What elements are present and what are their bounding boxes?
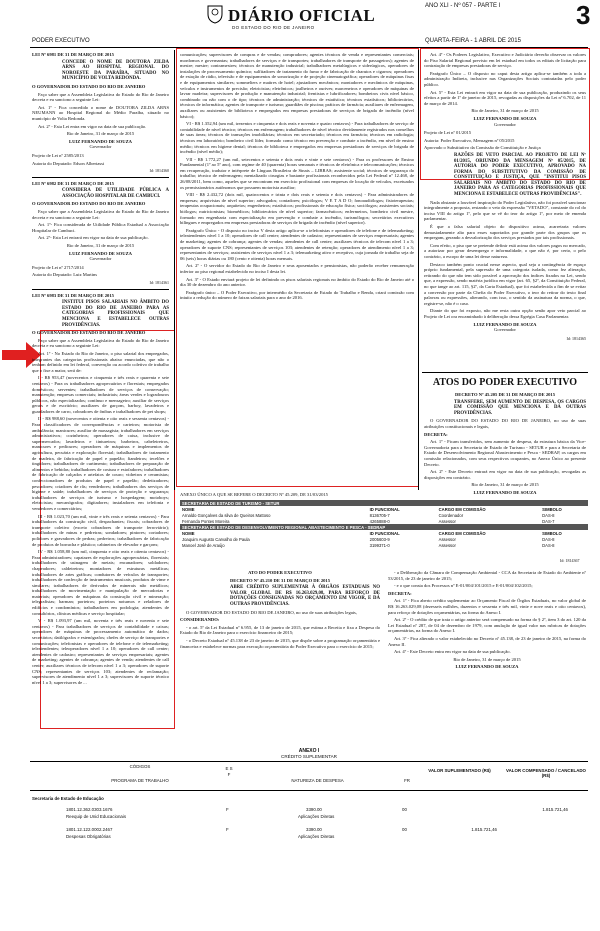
place-date: Rio de Janeiro, 31 de março de 2015 xyxy=(471,482,539,488)
decree-article: Art. 2º - O crédito de que trata o artigo anterior será compensado na forma do § 2º, item 3 do art. 120 da Lei Estadual nº 287, de 04 de dezembro de 1979, com anulação de igual valor nas rubricas de dotações orçamentárias, na forma do Anexo I. xyxy=(388,617,586,634)
decree-consideration: - o art. 5º da Lei Estadual nº 6.955, de 13 de janeiro de 2015, que estima a Receita e fixa a Despesa do Estado do Rio de Janeiro para o exercício financeiro de 2015; xyxy=(180,624,380,636)
cell: Aplicações Diretas xyxy=(298,814,335,819)
col-header: CÓDIGOS xyxy=(129,764,151,769)
signer-role: Governador xyxy=(494,121,516,127)
decree-consideration: - o Decreto Estadual nº 45.138 de 23 de janeiro de 2015, que dispõe sobre a programação orçamentária e financeira e estabelece normas para execução orçamentária do Poder Executivo para o exercício de 2015; xyxy=(180,637,380,649)
law-title: CONCEDE O NOME DE DOUTORA ZILDA ARNS AO HOSPITAL REGIONAL DO NOROESTE DA PARAÍBA, SITUADO NO MUNICÍPIO DE VOLTA REDONDA. xyxy=(62,59,169,82)
governor-line: O GOVERNADOR DO ESTADO DO RIO DE JANEIRO xyxy=(32,330,146,336)
law-title: INSTITUI PISOS SALARIAIS NO ÂMBITO DO ESTADO DO RIO DE JANEIRO PARA AS CATEGORIAS PROFISSIONAIS QUE MENCIONA E ESTABELECE OUTRAS PROVIDÊNCIAS. xyxy=(62,300,169,328)
veto-text: Com efeito, o piso que se pretende definir está acima dos valores pagos no mercado, a autorizar por gerar desemprego e informalidade, o que não é, por certo, o pelo contrário, a escopo de uma lei desse natureza. xyxy=(424,242,586,259)
decree-article: Art. 2º - Este Decreto entrará em vigor na data de sua publicação, revogadas as disposições em contrário. xyxy=(424,469,586,480)
col-header: NOME xyxy=(182,530,195,536)
cell: 1801.12.362.0303.1676 xyxy=(66,807,113,812)
governor-line: O GOVERNADOR DO ESTADO DO RIO DE JANEIRO xyxy=(32,201,146,207)
signer-name: LUIZ FERNANDO DE SOUZA xyxy=(473,321,537,327)
column-2 xyxy=(180,52,414,303)
issue-date: QUARTA-FEIRA - 1 ABRIL DE 2015 xyxy=(425,38,521,44)
cell: Coordenador xyxy=(438,512,464,518)
place-date: Rio de Janeiro, 31 de março de 2015 xyxy=(66,243,135,249)
decree-article: Art. 4º - Este Decreto entra em vigor na data de sua publicação. xyxy=(394,649,511,655)
decree-decreta: DECRETA: xyxy=(388,590,412,596)
section-label: PODER EXECUTIVO xyxy=(32,38,90,44)
cell: 00 xyxy=(402,827,407,832)
governor-line: O GOVERNADOR DO ESTADO DO RIO DE JANEIRO xyxy=(32,83,146,89)
cell: Despesas Obrigatórias xyxy=(66,834,111,839)
col-header: ID FUNCIONAL xyxy=(369,506,400,512)
doc-id: Id: 1814365 xyxy=(566,335,586,341)
cell: Aplicações Diretas xyxy=(298,834,335,839)
annex-i-orgao: Secretaria de Estado de Educação xyxy=(32,796,104,801)
cell: Reequip de Unid Educacionais xyxy=(66,814,127,819)
law-article: Parágrafo Único – O disposto no caput desta artigo aplica-se também a toda a administração Indireta, inclusive nas Organizações Sociais contratadas pelo poder público. xyxy=(424,70,586,87)
place-date: Rio de Janeiro, 31 de março de 2015 xyxy=(453,656,521,662)
cell: F xyxy=(226,827,229,832)
bill-number: Projeto de Lei nº 2717/2014 xyxy=(32,264,84,270)
law-article: Art. 1º - Fica concedido o nome de DOUTORA ZILDA ARNS NEUMANN ao Hospital Regional do Médio Paraíba, situado no município de Volta Redonda. xyxy=(32,104,169,121)
table-row xyxy=(30,807,588,827)
signer-name: LUIZ FERNANDO DE SOUZA xyxy=(473,115,537,121)
decree-article: Art. 1º - Fica aberto crédito suplementar ao Orçamento Fiscal de Órgãos Estaduais, no valor global de R$ 16.263.029,08 (dezesseis milhões, duzentos e sessenta e três mil, vinte e nove reais e oito centavos), para reforço de dotações orçamentárias, na forma do Anexo I. xyxy=(388,598,586,615)
cell: Arnaldo Gonçalves da silva de Queiros Mattoso xyxy=(182,512,271,518)
decree-article: Art. 1º - Ficam transferidos, sem aumento de despesa, da estrutura básica da Vice-Governadoria para a Secretaria de Estado de Turismo - SETUR e para a Secretaria de Estado de Desenvolvimento Regional Abastecimento e Pesca - SEDRAP, os cargos em comissão relacionados, com seus respectivos ocupantes, no Anexo Único ao presente Decreto. xyxy=(424,439,586,467)
signer-name: LUIZ FERNANDO DE SOUZA xyxy=(69,250,132,256)
cell: Joaquim Augusto Carvalho de Paula xyxy=(182,536,250,542)
law-heading: LEI Nº 6983 DE 31 DE MARÇO DE 2015 xyxy=(32,292,114,298)
law-article: VII - R$ 1.772,27 (um mil, setecentos e setenta e dois reais e vinte e sete centavos) - Para os professores de Ensino Fundamental (1º ao 5º ano), com regime de 40 (quarenta) horas semanais e técnicos de eletrônica e telecomunicações; técnicos em recuperação, tradutor e intérprete de Línguas Brasileira de Sinais – LIBRAS; assistente social; técnicos de segurança do trabalho; técnico de enfermagem; mentalizado cirurgias e bastante profissionais reconhecidos pela Lei Federal nº 12.468, de 26/08/2011, bem como, aqueles que se encontram em exercício profissional com empresas de locação de veículos, excetuados os permissionários autônomos que possuem motorista auxiliar; xyxy=(180,156,414,190)
law-article: Art. 2º - Esta Lei entra em vigor na data de sua publicação. xyxy=(38,123,147,129)
law-article: Art. 4º - Os Poderes Legislativo, Executivo e Judiciário deverão observar os valores do Piso Salarial Regional previsto em lei estadual em todos os editais de licitação para contratação de empresas prestadoras de serviço. xyxy=(424,52,586,69)
law-article: II - R$ 988,60 (novecentos e oitenta e oito reais e sessenta centavos) - Para classificadores de correspondências e carteiros; motorista de ambulância; manicures; auxiliar de massagista; trabalhadores em serviços administrativos; cozinheiros; operadores de caixa, inclusive de supermercados; lavadeiros e tintureiros; barbeiros, cabeleireiros, manicures e pedicures; operadores de máquinas e implementos de agricultura, pecuária e exploração florestal; trabalhadores de tratamento de madeira, de fabricação de papel e papelão; fiandeiros; tecelões e tingidores; trabalhadores de curtimento; trabalhadores de preparação de alimentos e bebidas; trabalhadores de costura e estofadores; trabalhadores de fabricação de calçados e artefatos de couro; vidreiros e ceramistas; confeccionadores de produtos de papel e papelão; dedetizadores; pescadores; criadores de rãs; vendedores; trabalhadores dos serviços de higiene e saúde; trabalhadores de serviços de proteção e segurança; trabalhadores de serviços de turismo e hospedagem; motoboys; eletricistas; mecanógrafos; digitadores; instaladores em telefonia e vendedores e comerciários; xyxy=(32,416,169,511)
law-title: CONSIDERA DE UTILIDADE PÚBLICA A ASSOCIAÇÃO HOSPITALAR DE CAMBUCI. xyxy=(62,188,169,199)
decree-section-heading: ATO DO PODER EXECUTIVO xyxy=(248,570,312,575)
edition-info: ANO XLI - Nº 057 - PARTE I xyxy=(425,3,501,9)
law-preamble: Faço saber que a Assembleia Legislativa do Estado do Rio de Janeiro decreta e eu sanciono a seguinte Lei: xyxy=(32,337,169,349)
decree-45210-left xyxy=(180,570,380,651)
law-article: VIII - R$ 2.432,72 (dois mil, quatrocentos e trinta e dois reais e setenta e dois centavos) - Para administradores de empresas; arquivistas de nível superior; advogados; contadores; psicólogos; V E T A D O; fonoaudiólogos; fisioterapeutas; terapeutas ocupacionais; arquitetos; engenheiros; estatísticos; profissionais de educação física; sociólogos; assistentes sociais; biólogos; nutricionistas; biomédicos; bibliotecários de nível superior; farmacêuticos; enfermeiros, bombeiro civil mestre, formado em engenharia com especialização em prevenção e combate a incêndio, turismólogos; secretários executivos bilíngues e empregados em empresas prestadoras de serviços de brigada de incêndio (nível superior). xyxy=(180,192,414,226)
cell: 3390.00 xyxy=(306,807,322,812)
decree-title: TRANSFERE, SEM AUMENTO DE DESPESA, OS CARGOS EM COMISSÃO QUE MENCIONA E DÁ OUTRAS PROVIDÊNCIAS. xyxy=(454,399,586,416)
cell: F xyxy=(226,807,229,812)
cell: 1801.12.122.0002.2467 xyxy=(66,827,113,832)
decree-consideration: - a Deliberação da Câmara de Compensação Ambiental - CCA da Secretaria de Estado do Ambiente nº 53/2015, de 23 de janeiro de 2015; xyxy=(388,570,586,581)
cell: Fernanda Pontes Moreira xyxy=(182,518,230,524)
newspaper-title: DIÁRIO OFICIAL xyxy=(228,6,376,25)
law-heading: LEI Nº 6981 DE 31 DE MARÇO DE 2015 xyxy=(32,52,114,57)
decree-considerando: CONSIDERANDO: xyxy=(180,617,220,623)
page-number: 3 xyxy=(576,0,591,30)
col-header: VALOR COMPENSADO / CANCELADO (R$) xyxy=(506,768,586,778)
bill-number: Projeto de Lei nº 01/2015 xyxy=(424,130,472,136)
veto-text: É que a falsa salarial objeto do dispositivo acima, acarretaria valores demasiadamente alto para esses suportados por grande parte dos grupos que os empregam, gerando a desvalorização dos serviços prestados por tais profissionais. xyxy=(424,224,586,241)
cell: 00 xyxy=(402,807,407,812)
place-date: Rio de Janeiro, 31 de março de 2015 xyxy=(66,131,135,137)
decree-preamble: O GOVERNADOR DO ESTADO DO RIO DE JANEIRO, no uso de suas atribuições legais, xyxy=(186,609,357,615)
annex-section: SECRETARIA DE ESTADO DE DESENVOLVIMENTO REGIONAL ABASTECIMENTO E PESCA - SEDRAP xyxy=(180,524,588,530)
signer-role: Governador xyxy=(89,256,112,262)
cell: 3390.00 xyxy=(306,827,322,832)
annex-title: ANEXO ÚNICO A QUE SE REFERE O DECRETO Nº 45.209, DE 31/03/2015 xyxy=(180,492,328,497)
decree-preamble: O GOVERNADOR DO ESTADO DO RIO DE JANEIRO, no uso de suas atribuições constitucionais e legais, xyxy=(424,418,586,429)
decree-consideration: - e o que consta dos Processos nº E-01/004/101/2015 e E-01/004/102/2015; xyxy=(394,583,533,589)
cell: Assessor xyxy=(438,542,456,548)
col-header: CARGO EM COMISSÃO xyxy=(438,506,486,512)
cell: 2005603-9 xyxy=(369,536,390,542)
doc-id: Id: 1814367 xyxy=(560,558,580,563)
doc-id: Id: 1814360 xyxy=(149,168,169,174)
divider xyxy=(32,177,169,178)
law-article: Art. 2º- Esta Lei entrará em vigor na data de sua publicação. xyxy=(38,235,149,241)
signer-role: Governador xyxy=(494,327,516,333)
column-rule xyxy=(418,50,419,490)
place-date: Rio de Janeiro, 31 de março de 2015 xyxy=(471,108,539,114)
col-header: NOME xyxy=(182,506,195,512)
doc-id: Id: 1814361 xyxy=(149,280,169,285)
law-article: IV - R$ 1.058,80 (um mil, cinquenta e oito reais e oitenta centavos) - Para administradores; capatazes de explorações agropecuárias, florestais; trabalhadores de usinagem de metais; encanadores; soldadores; chapeadores; caldeireiros; montadores de estruturas metálicas; trabalhadores de artes gráficas; condutores de veículos de transportes; trabalhadores de confecção de instrumentos musicais, produtos de vime e similares; trabalhadores de derivados de minerais não metálicos; trabalhadores de movimentação e manipulação de mercadorias e materiais; operadores de máquinas da construção civil e mineração; telegrafistas; barman; porteiros; porteiros noturnos e zeladores de edifícios e condomínios; trabalhadores em podologia; atendentes de consultórios, clínicas médicas e serviço hospitalar; xyxy=(32,549,169,616)
cell: DAS-8 xyxy=(542,536,555,542)
signer-role: Governador xyxy=(89,144,112,150)
col-header: E S F xyxy=(225,766,233,777)
col-header: ID FUNCIONAL xyxy=(369,530,400,536)
signer-name: LUIZ FERNANDO DE SOUZA xyxy=(455,664,519,670)
veto-text: Nada obstante a louvável inspiração do Poder Legislativo, não foi possível sancionar integralmente a proposta, restando o veto da expressão "VETADO", constante do rol do inciso VIII do artigo 1º, pelo que se vê do teor do artigo 1º, por meio de emenda parlamentar. xyxy=(424,199,586,222)
divider xyxy=(32,289,169,290)
decree-heading: DECRETO Nº 45.210 DE 31 DE MARÇO DE 2015 xyxy=(229,577,331,583)
law-article: VI - R$ 1.352,94 (um mil, trezentos e cinquenta e dois reais e noventa e quatro centavos) - Para trabalhadores de serviço de contabilidade de nível técnico; técnicos em enfermagem; trabalhadores de nível técnico devidamente registrados nos conselhos de suas áreas; técnicos de transações imobiliárias; técnicos em secretariado; técnicos em farmácia; técnicos em radiologia; técnicos em laboratório; bombeiro civil líder, formado como técnico em prevenção e combate a incêndio, em nível de ensino médio; técnicos em higiene dental; técnicos de biblioteca e empregados em empresas prestadoras de serviços de brigada de incêndio (nível médio); xyxy=(180,121,414,155)
annex-i-header xyxy=(30,761,588,791)
annex-table xyxy=(180,500,588,548)
law-preamble: Faço saber que a Assembleia Legislativa do Estado do Rio de Janeiro decreta e eu sanciono a seguinte Lei: xyxy=(32,209,169,220)
col-header: PROGRAMA DE TRABALHO xyxy=(111,778,169,783)
law-article: Parágrafo único – O Poder Executivo, por intermédio da Secretaria de Estado do Trabalho e Renda, criará comissão com intuito a redução do número de faixas salariais para o ano de 2016. xyxy=(180,289,414,301)
column-3 xyxy=(424,52,586,344)
bill-approval: Aprovado o Substitutivo da Comissão de Constituição e Justiça xyxy=(424,145,541,151)
cell: 1.815.721,46 xyxy=(471,827,497,832)
bill-author: Autoria: Poder Executivo, Mensagem nº 05/2015 xyxy=(424,137,515,143)
cell: DAS-8 xyxy=(542,542,555,548)
bill-number: Projeto de Lei nº 2585/2013 xyxy=(32,152,84,158)
col-header: FR xyxy=(404,778,410,783)
column-rule xyxy=(174,50,175,490)
law-article: I - R$ 953,47 (novecentos e cinquenta e três reais e quarenta e sete centavos) - Para os trabalhadores agropecuários e florestais; empregados domésticos; serventes; trabalhadores de serviços de conservação; manutenção; empresas comerciais; industriais; áreas verdes e logradouros públicos, não especializados; contínuo e mensageiro; auxiliar de serviços gerais e de escritório; auxiliares de garçom, barboy, lavadeiros e guardadores de carro, cobradores de ônibus e trabalhadores de pet shops; xyxy=(32,375,169,414)
coat-of-arms-icon xyxy=(206,4,224,24)
col-header: SIMBOLO xyxy=(542,530,562,536)
cell: Manoel José de Araújo xyxy=(182,542,225,548)
col-header: SIMBOLO xyxy=(542,506,562,512)
annex-i xyxy=(30,748,588,847)
column-1 xyxy=(32,52,169,687)
annex-i-subtitle: CRÉDITO SUPLEMENTAR xyxy=(281,754,337,759)
decree-decreta: DECRETA: xyxy=(424,431,448,437)
law-heading: LEI Nº 6982 DE 31 DE MARÇO DE 2015 xyxy=(32,180,114,186)
decree-title: ABRE CRÉDITO SUPLEMENTAR À ÓRGÃOS ESTADUAIS NO VALOR GLOBAL DE R$ 16.263.029,08, PARA REFORÇO DE DOTAÇÕES CONSIGNADAS NO ORÇAMENTO EM VIGOR, E DÁ OUTRAS PROVIDÊNCIAS. xyxy=(230,585,380,607)
annex-section: SECRETARIA DE ESTADO DE TURISMO - SETUR xyxy=(180,500,588,506)
signer-name: LUIZ FERNANDO DE SOUZA xyxy=(69,138,132,144)
cell: 3199371-0 xyxy=(369,542,390,548)
decree-article: Art. 3º - Fica alterado o valor estabelecido no Decreto nº 45.138, de 23 de janeiro de 2015, na forma do Anexo II. xyxy=(388,635,586,647)
section-heading-atos: ATOS DO PODER EXECUTIVO xyxy=(422,372,588,388)
decree-heading: DECRETO Nº 45.205 DE 31 DE MARÇO DE 2015 xyxy=(454,392,556,397)
law-article: Art. 1º- Fica considerada de Utilidade Pública Estadual a Associação Hospitalar de Cambuci. xyxy=(32,222,169,233)
cell: Assessor xyxy=(438,518,456,524)
col-header: NATUREZA DE DESPESA xyxy=(291,778,344,783)
law-article: comunicações; supervisores de compras e de vendas; compradores; agentes técnicos de venda e representantes comerciais; mordomos e governantas; trabalhadores de serviços e de transportes; trabalhadores de transporte de passageiros); agentes de mestre; mestre; contramestres; técnicos de manutenção industrial; trabalhadores metalúrgicos e siderúrgicos, operadores de instalações de processamento químico; sulfitadores de tratamento do fumo e de fabricação de charutos e cigarros; operadores de estação de rádio, televisão e de equipamentos de sonorização e de projeção cinematográfica; operadores de máquinas fixas e de equipamentos similares; sommeliers e maitres de hotel; ajustadores mecânicos; montadores e mecânicos de máquinas, veículos e instrumentos de precisão; eletricistas; eletrônicos; joalheiros e ourives; marceneiros e operadores de máquinas de lavrar madeira; supervisores de produção e manutenção industrial; frentistas e lubrificadores; bombeiros civis nível básico, combinado ou não com o de tipo; técnicos de administração; técnicos de estatística; técnicos estatísticos; bibliotecários, técnicos de informática; agentes de transporte e turismo; guardiães de piscina; práticos de farmácia; auxiliares de enfermagem, auxiliares ou assistentes de biblioteca e empregados em empresas prestadoras de serviços de brigada de incêndio (nível básico); xyxy=(180,52,414,119)
law-article: V - R$ 1.093,97 (um mil, noventa e três reais e noventa e sete centavos) - Para trabalhadores de serviços de contabilidade e caixas; operadores de máquinas de processamento automático de dados; secretários; datilógrafos e estenógrafos; chefes de serviço de transportes e comunicações; telefonistas e operadores de telefone e de telemarketing; teleatendentes; teleoperadores nível 1 a 10; operadores de call center; atendentes de cadastro; representantes de serviços empresariais; agentes de marketing; agentes de cobrança; agentes de venda; atendentes de call center; auxiliares técnicos de telecom nível 1 a 3; operadores de suporte CNS; representantes de serviços 103; atendentes de reclamação; supervisores de atendimento nível 1 a 3; supervisores de suporte técnico nível 1 a 3; supervisores de ... xyxy=(32,618,169,685)
newspaper-subtitle: DO ESTADO DO RIO DE JANEIRO xyxy=(232,25,315,30)
law-article: Art. 5º - Esta Lei entrará em vigor na data de sua publicação, produzindo os seus efeitos a partir de 1º de janeiro de 2015, revogadas as disposições da Lei nº 6.702, de 11 de março de 2014. xyxy=(424,89,586,106)
table-row xyxy=(180,542,588,548)
cell: 1.815.721,46 xyxy=(542,807,568,812)
decree-45210-right xyxy=(388,570,586,670)
col-header: CARGO EM COMISSÃO xyxy=(438,530,486,536)
signer-name: LUIZ FERNANDO DE SOUZA xyxy=(473,489,537,495)
law-article: Art. 2º - O servidor do Estado do Rio de Janeiro e seus aposentados e pensionistas, não poderão receber remuneração inferior ao piso regional estabelecido no inciso I desta lei. xyxy=(180,263,414,274)
veto-title: RAZÕES DE VETO PARCIAL AO PROJETO DE LEI Nº 01/2015, ORIUNDO DA MENSAGEM Nº 05/2015, DE AUTORIA DO PODER EXECUTIVO, APROVADO NA FORMA DO SUBSTITUTIVO DA COMISSÃO DE CONSTITUIÇÃO E JUSTIÇA, QUE "INSTITUI PISOS SALARIAIS NO ÂMBITO DO ESTADO DO RIO DE JANEIRO PARA AS CATEGORIAS PROFISSIONAIS QUE MENCIONA E ESTABELECE OUTRAS PROVIDÊNCIAS". xyxy=(454,152,586,198)
law-article: III - R$ 1.023,70 (um mil, vinte e três reais e setenta centavos) - Para trabalhadores da construção civil, despachantes; fiscais; cobradores de transporte coletivo (exceto cobradores de transporte ferroviário); trabalhadores de minas e pedreiras; sondadores; pintores; cortadores; polidores e gravadores de pedras; pedreiros; trabalhadores de fabricação de produtos de borracha e plástico; cabineiros de elevador e garçons; xyxy=(32,513,169,547)
cell: Assessor xyxy=(438,536,456,542)
law-article: Parágrafo Único - O disposto no inciso V desta artigo aplica-se a telefonistas e operadores de telefone e de telemarketing; teleatendentes nível 1 a 10; operadores de call center; atendentes de cadastro; representantes de serviços empresariais; agentes de marketing; agentes de cobrança; agentes de vendas; atendentes de call center; auxiliares técnicos de telecom nível 1 a 3; operadores de suporte CNS; representantes de serviços 103; atendentes de retenção; operadores de atendimento nível 1 a 3; representantes de serviços; assistentes de serviços nível 1 a 3; telemarketing ativo e receptivo, cuja jornada de trabalho seja de 06 (seis) horas diárias ou 180 (cento e oitenta) horas mensais. xyxy=(180,227,414,261)
col-header: VALOR SUPLEMENTADO (R$) xyxy=(428,768,491,773)
veto-text: Diante do que foi exposto, não me resta outra opção senão apor veto parcial ao Projeto de Lei ora encaminhado à deliberação dessa Egrégia Casa Parlamentar. xyxy=(424,308,586,319)
decree-45205 xyxy=(424,392,586,495)
law-article: Art. 3º - O Estado enviará projeto de lei definindo os pisos salariais regionais no âmbito do Estado do Rio de Janeiro até o dia 30 de dezembro do ano anterior. xyxy=(180,276,414,288)
cell: DAS-7 xyxy=(542,518,555,524)
bill-author: Autoria do Deputado: Edson Albertassi xyxy=(32,160,105,166)
bill-author: Autoria do Deputado: Luiz Martins xyxy=(32,272,98,278)
veto-text: Destaco também ponto crucial nesse aspecto, qual seja a contingência de espaço próprio fundamental, pela supressão de uma categoria isolada, como fez alteração, retirando do que não tem sido possível a aprovação dos índices fixados na Lei, sendo que, a expressão, sendo matéria jurídica em vigor (art. 65, §2º, da Constituição Federal, no que tange ao art. 115, §2º, da Carta Estadual), que foi estabelecida a fim de se evitar a conversão por parte da Chefia do Poder Executivo, o teor do retirar do texto final palavras ou expressões, alterando, com isso, o sentido da assinatura da norma, o que, registre-se, não é o caso. xyxy=(424,261,586,306)
law-article: Art. 1º - No Estado do Rio de Janeiro, o piso salarial dos empregados, integrantes das categorias profissionais abaixo enunciadas, que não o tenham definido em lei federal, convenção ou acordo coletivo de trabalho que o fixe a maior, será de: xyxy=(32,350,169,373)
table-row xyxy=(30,827,588,847)
cell: DAS-8 xyxy=(542,512,555,518)
cell: 4265888-0 xyxy=(369,518,390,524)
cell: 8136705-7 xyxy=(369,512,390,518)
law-preamble: Faço saber que a Assembleia Legislativa do Estado do Rio de Janeiro decreta e eu sanciono a seguinte Lei: xyxy=(32,91,169,103)
annex-i-title: ANEXO I xyxy=(298,748,320,754)
